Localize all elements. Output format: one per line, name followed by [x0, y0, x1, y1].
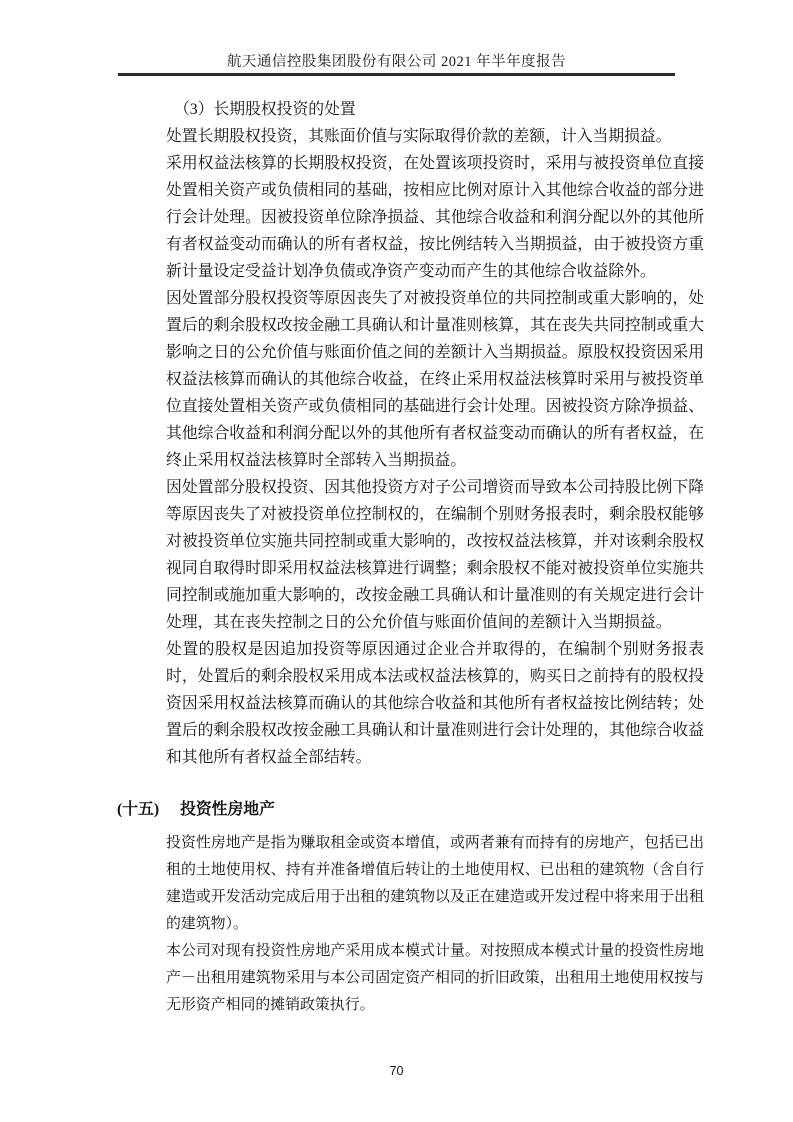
paragraph: 处置的股权是因追加投资等原因通过企业合并取得的，在编制个别财务报表时，处置后的剩余股权采用成本法或权益法核算的，购买日之前持有的股权投资因采用权益法核算而确认的其他综合收益和其他所有者权益按比例结转；处置后的剩余股权改按金融工具确认和计量准则进行会计处理的，其他综合收益和其他所有者权益全部结转。 [166, 641, 704, 766]
paragraph: 本公司对现有投资性房地产采用成本模式计量。对按照成本模式计量的投资性房地产－出租用建筑物采用与本公司固定资产相同的折旧政策，出租用土地使用权按与无形资产相同的摊销政策执行。 [166, 943, 704, 1013]
section-title: 投资性房地产 [180, 801, 275, 818]
section-body [166, 830, 704, 1019]
paragraph: 处置长期股权投资，其账面价值与实际取得价款的差额，计入当期损益。 [166, 128, 672, 145]
header-divider [118, 73, 675, 76]
paragraph: 采用权益法核算的长期股权投资，在处置该项投资时，采用与被投资单位直接处置相关资产或负债相同的基础，按相应比例对原计入其他综合收益的部分进行会计处理。因被投资单位除净损益、其他综合收益和利润分配以外的其他所有者权益变动而确认的所有者权益，按比例结转入当期损益，由于被投资方重新计量设定受益计划净负债或净资产变动而产生的其他综合收益除外。 [166, 155, 704, 280]
section-lt-investment-disposal [166, 96, 704, 771]
paragraph: 投资性房地产是指为赚取租金或资本增值，或两者兼有而持有的房地产，包括已出租的土地使用权、持有并准备增值后转让的土地使用权、已出租的建筑物（含自行建造或开发活动完成后用于出租的建筑物以及正在建造或开发过程中将来用于出租的建筑物）。 [166, 835, 704, 932]
report-header-title: 航天通信控股集团股份有限公司 2021 年半年度报告 [226, 54, 567, 70]
paragraph: 因处置部分股权投资、因其他投资方对子公司增资而导致本公司持股比例下降等原因丧失了对被投资单位控制权的，在编制个别财务报表时，剩余股权能够对被投资单位实施共同控制或重大影响的，改按权益法核算，并对该剩余股权视同自取得时即采用权益法核算进行调整；剩余股权不能对被投资单位实施共同控制或施加重大影响的，改按金融工具确认和计量准则的有关规定进行会计处理，其在丧失控制之日的公允价值与账面价值间的差额计入当期损益。 [166, 479, 704, 631]
section-heading-investment-property [117, 796, 704, 823]
page-number: 70 [389, 1064, 404, 1078]
section-number-label: (十五) [117, 801, 160, 818]
section-heading-disposal: （3）长期股权投资的处置 [174, 101, 356, 118]
section-investment-property [117, 796, 704, 1019]
paragraph: 因处置部分股权投资等原因丧失了对被投资单位的共同控制或重大影响的，处置后的剩余股权改按金融工具确认和计量准则核算，其在丧失共同控制或重大影响之日的公允价值与账面价值之间的差额计入当期损益。原股权投资因采用权益法核算而确认的其他综合收益，在终止采用权益法核算时采用与被投资单位直接处置相关资产或负债相同的基础进行会计处理。因被投资方除净损益、其他综合收益和利润分配以外的其他所有者权益变动而确认的所有者权益，在终止采用权益法核算时全部转入当期损益。 [166, 290, 704, 469]
